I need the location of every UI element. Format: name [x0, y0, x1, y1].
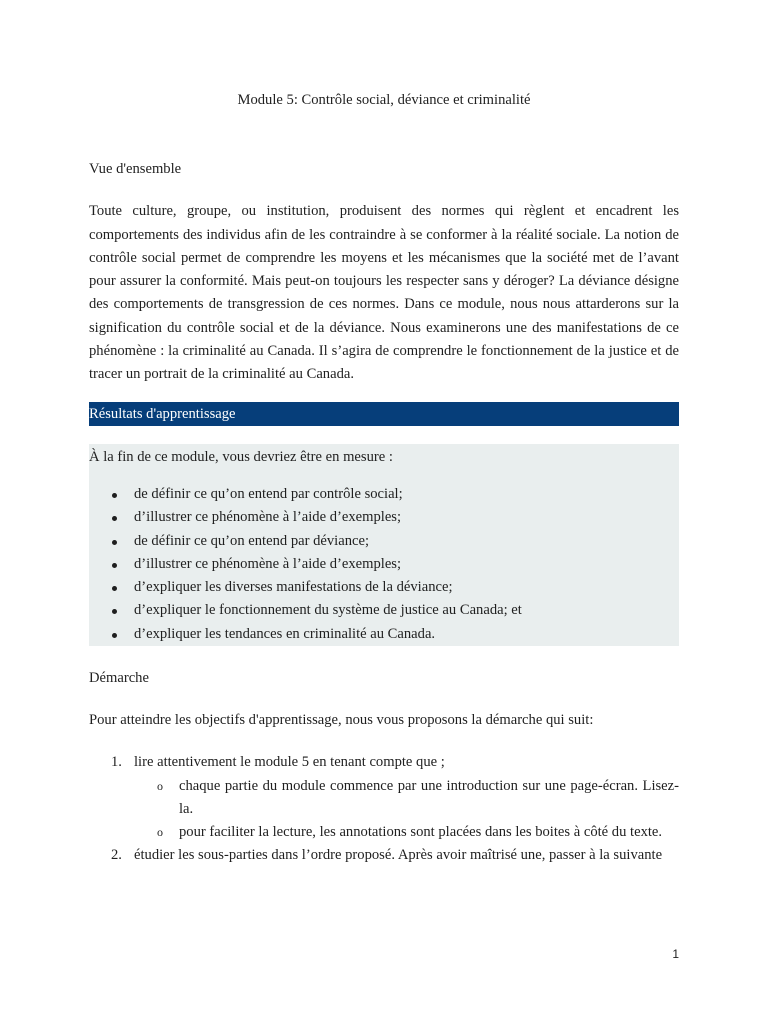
results-heading-bar	[89, 402, 679, 426]
bullet-icon	[112, 540, 117, 545]
bullet-icon	[112, 586, 117, 591]
demarche-heading: Démarche	[89, 669, 149, 686]
bullet-icon	[112, 563, 117, 568]
step-item	[89, 844, 679, 867]
step-text: étudier les sous-parties dans l’ordre proposé. Après avoir maîtrisé une, passer à la suivante	[134, 847, 663, 864]
substeps-list	[134, 775, 679, 845]
circle-bullet-icon: o	[157, 825, 163, 840]
results-heading: Résultats d'apprentissage	[89, 405, 236, 422]
list-item: d’expliquer les diverses manifestations de la déviance;	[89, 576, 679, 599]
document-title: Module 5: Contrôle social, déviance et criminalité	[237, 92, 531, 108]
steps-list	[89, 751, 679, 867]
demarche-intro: Pour atteindre les objectifs d'apprentissage, nous vous proposons la démarche qui suit:	[89, 711, 594, 728]
list-item: d’expliquer les tendances en criminalité au Canada.	[89, 623, 679, 646]
results-box	[89, 444, 679, 646]
overview-heading: Vue d'ensemble	[89, 161, 182, 177]
substep-item: o chaque partie du module commence par une introduction sur une page-écran. Lisez-la.	[134, 775, 679, 822]
step-number: 2.	[111, 847, 122, 864]
results-list	[89, 483, 679, 646]
page-number: 1	[672, 947, 679, 961]
step-number: 1.	[111, 754, 122, 771]
list-item: d’illustrer ce phénomène à l’aide d’exemples;	[89, 506, 679, 529]
overview-paragraph: Toute culture, groupe, ou institution, produisent des normes qui règlent et encadrent les comportements des individus afin de les contraindre à se conformer à la réalité sociale. La notion de contrôle social permet de comprendre les moyens et les mécanismes que la société met de l’avant pour assurer la conformité. Mais peut-on toujours les respecter sans y déroger? La déviance désigne des comportements de transgression de ces normes. Dans ce module, nous nous attarderons sur la signification du contrôle social et de la déviance. Nous examinerons une des manifestations de ce phénomène : la criminalité au Canada. Il s’agira de comprendre le fonctionnement de la justice et de tracer un portrait de la criminalité au Canada.	[89, 203, 679, 383]
substep-item: o pour faciliter la lecture, les annotations sont placées dans les boites à côté du texte.	[134, 821, 679, 844]
step-text: lire attentivement le module 5 en tenant compte que ;	[134, 754, 445, 771]
list-item: de définir ce qu’on entend par déviance;	[89, 530, 679, 553]
list-item: de définir ce qu’on entend par contrôle social;	[89, 483, 679, 506]
bullet-icon	[112, 493, 117, 498]
list-item: d’illustrer ce phénomène à l’aide d’exemples;	[89, 553, 679, 576]
bullet-icon	[112, 609, 117, 614]
list-item: d’expliquer le fonctionnement du système de justice au Canada; et	[89, 599, 679, 622]
bullet-icon	[112, 633, 117, 638]
document-content	[89, 158, 679, 868]
results-intro: À la fin de ce module, vous devriez être en mesure :	[89, 448, 393, 465]
step-item	[89, 751, 679, 844]
circle-bullet-icon: o	[157, 778, 163, 793]
bullet-icon	[112, 516, 117, 521]
